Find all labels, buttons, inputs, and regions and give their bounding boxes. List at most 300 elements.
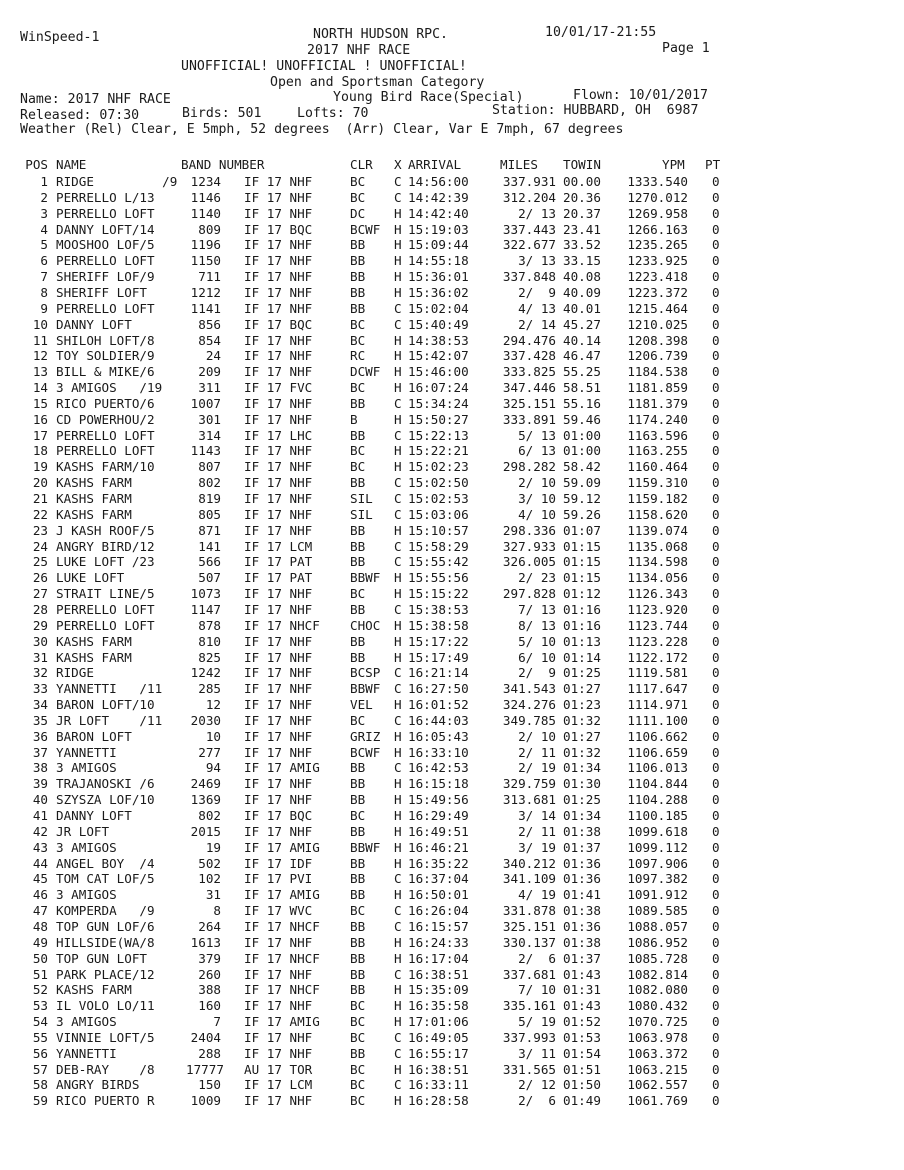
col-name: NAME bbox=[56, 157, 87, 172]
table-row bbox=[0, 412, 904, 428]
table-row bbox=[0, 665, 904, 681]
towin-cell: 01:25 bbox=[563, 665, 601, 681]
sex-cell: H bbox=[394, 697, 402, 712]
points-cell: 0 bbox=[712, 506, 720, 522]
pos-cell: 50 bbox=[32, 950, 48, 966]
band-number-cell: IF 17 NHF bbox=[244, 475, 313, 491]
miles-cell: 326.005 bbox=[502, 554, 556, 570]
ypm-cell: 1206.739 bbox=[627, 348, 688, 364]
color-cell: CHOC bbox=[350, 617, 381, 633]
color-cell: BB bbox=[350, 934, 366, 950]
arrival-cell: 16:38:51 bbox=[408, 966, 469, 982]
pos-cell: 41 bbox=[32, 808, 48, 823]
band-cell: 94 bbox=[205, 760, 221, 776]
points-cell: 0 bbox=[712, 998, 720, 1014]
table-row bbox=[0, 602, 904, 618]
name-cell: J KASH ROOF/5 bbox=[56, 522, 155, 538]
name-cell: SHERIFF LOF/9 bbox=[56, 269, 155, 285]
points-cell: 0 bbox=[712, 808, 720, 823]
pos-cell: 11 bbox=[32, 332, 48, 348]
birds-count: Birds: 501 bbox=[182, 106, 262, 121]
sex-cell: H bbox=[394, 332, 402, 348]
band-cell: 314 bbox=[198, 427, 221, 443]
name-cell: VINNIE LOFT/5 bbox=[56, 1029, 155, 1045]
color-cell: BB bbox=[350, 427, 366, 443]
name-cell: 3 AMIGOS bbox=[56, 839, 117, 855]
band-number-cell: IF 17 NHF bbox=[244, 728, 313, 744]
color-cell: BC bbox=[350, 332, 366, 348]
arrival-cell: 16:28:58 bbox=[408, 1093, 469, 1109]
ypm-cell: 1333.540 bbox=[627, 174, 688, 189]
band-cell: 1009 bbox=[190, 1093, 221, 1109]
miles-cell: 298.336 bbox=[502, 522, 556, 538]
ypm-cell: 1099.112 bbox=[627, 839, 688, 855]
ypm-cell: 1123.228 bbox=[627, 633, 688, 649]
band-number-cell: IF 17 AMIG bbox=[244, 887, 320, 903]
towin-cell: 01:30 bbox=[563, 776, 601, 792]
table-row bbox=[0, 760, 904, 776]
name-cell: RICO PUERTO/6 bbox=[56, 395, 155, 411]
arrival-cell: 14:55:18 bbox=[408, 253, 469, 269]
miles-cell: 3/ 11 bbox=[518, 1045, 556, 1061]
towin-cell: 01:32 bbox=[563, 712, 601, 728]
band-cell: 1234 bbox=[190, 174, 221, 189]
sex-cell: C bbox=[394, 760, 402, 776]
name-cell: DANNY LOFT/14 bbox=[56, 221, 155, 237]
arrival-cell: 14:42:40 bbox=[408, 205, 469, 221]
towin-cell: 40.14 bbox=[563, 332, 601, 348]
sex-cell: C bbox=[394, 174, 402, 189]
pos-cell: 32 bbox=[32, 665, 48, 681]
miles-cell: 335.161 bbox=[502, 998, 556, 1014]
color-cell: BC bbox=[350, 1093, 366, 1109]
name-cell: KASHS FARM/10 bbox=[56, 459, 155, 475]
band-number-cell: IF 17 AMIG bbox=[244, 760, 320, 776]
color-cell: BB bbox=[350, 237, 366, 253]
pos-cell: 47 bbox=[32, 903, 48, 919]
sex-cell: C bbox=[394, 918, 402, 934]
sex-cell: H bbox=[394, 887, 402, 903]
points-cell: 0 bbox=[712, 411, 720, 427]
points-cell: 0 bbox=[712, 348, 720, 364]
band-number-cell: IF 17 NHF bbox=[244, 776, 313, 792]
color-cell: BC bbox=[350, 903, 366, 919]
pos-cell: 44 bbox=[32, 855, 48, 871]
arrival-cell: 16:37:04 bbox=[408, 871, 469, 887]
band-number-cell: IF 17 NHF bbox=[244, 1093, 313, 1109]
band-cell: 856 bbox=[198, 316, 221, 332]
pos-cell: 57 bbox=[32, 1061, 48, 1077]
arrival-cell: 15:10:57 bbox=[408, 522, 469, 538]
table-row bbox=[0, 523, 904, 539]
ypm-cell: 1266.163 bbox=[627, 221, 688, 237]
pos-cell: 20 bbox=[32, 475, 48, 491]
ypm-cell: 1163.255 bbox=[627, 443, 688, 459]
table-row bbox=[0, 1062, 904, 1078]
arrival-cell: 15:40:49 bbox=[408, 316, 469, 332]
points-cell: 0 bbox=[712, 1077, 720, 1093]
page-number: Page 1 bbox=[662, 41, 710, 56]
color-cell: BC bbox=[350, 459, 366, 475]
ypm-cell: 1123.744 bbox=[627, 617, 688, 633]
table-row bbox=[0, 269, 904, 285]
sex-cell: C bbox=[394, 427, 402, 443]
miles-cell: 2/ 9 bbox=[518, 284, 556, 300]
band-number-cell: IF 17 NHF bbox=[244, 744, 313, 760]
arrival-cell: 15:36:01 bbox=[408, 269, 469, 285]
ypm-cell: 1184.538 bbox=[627, 364, 688, 380]
table-row bbox=[0, 317, 904, 333]
points-cell: 0 bbox=[712, 427, 720, 443]
band-cell: 19 bbox=[205, 839, 221, 855]
points-cell: 0 bbox=[712, 617, 720, 633]
ypm-cell: 1159.182 bbox=[627, 491, 688, 506]
pos-cell: 33 bbox=[32, 681, 48, 697]
band-number-cell: IF 17 NHF bbox=[244, 205, 313, 221]
points-cell: 0 bbox=[712, 633, 720, 649]
band-number-cell: AU 17 TOR bbox=[244, 1061, 313, 1077]
color-cell: BB bbox=[350, 522, 366, 538]
sex-cell: H bbox=[394, 459, 402, 475]
pos-cell: 13 bbox=[32, 364, 48, 380]
table-row bbox=[0, 792, 904, 808]
band-cell: 8 bbox=[213, 903, 221, 919]
band-cell: 807 bbox=[198, 459, 221, 475]
name-cell: YANNETTI bbox=[56, 744, 117, 760]
miles-cell: 331.565 bbox=[502, 1061, 556, 1077]
arrival-cell: 16:49:05 bbox=[408, 1029, 469, 1045]
miles-cell: 2/ 12 bbox=[518, 1077, 556, 1093]
sex-cell: H bbox=[394, 728, 402, 744]
sex-cell: H bbox=[394, 950, 402, 966]
color-cell: BC bbox=[350, 1061, 366, 1077]
band-cell: 2030 bbox=[190, 712, 221, 728]
points-cell: 0 bbox=[712, 1061, 720, 1077]
miles-cell: 325.151 bbox=[502, 395, 556, 411]
table-row bbox=[0, 776, 904, 792]
arrival-cell: 16:26:04 bbox=[408, 903, 469, 919]
name-cell: PERRELLO LOFT bbox=[56, 427, 155, 443]
pos-cell: 28 bbox=[32, 602, 48, 617]
band-number-cell: IF 17 PAT bbox=[244, 554, 313, 570]
band-cell: 260 bbox=[198, 966, 221, 982]
sex-cell: H bbox=[394, 221, 402, 237]
name-cell: SHERIFF LOFT bbox=[56, 284, 147, 300]
miles-cell: 2/ 6 bbox=[518, 1093, 556, 1109]
band-cell: 301 bbox=[198, 411, 221, 427]
ypm-cell: 1088.057 bbox=[627, 918, 688, 934]
band-number-cell: IF 17 AMIG bbox=[244, 1014, 320, 1029]
sex-cell: H bbox=[394, 253, 402, 269]
band-number-cell: IF 17 NHF bbox=[244, 966, 313, 982]
color-cell: BB bbox=[350, 269, 366, 285]
band-number-cell: IF 17 NHF bbox=[244, 522, 313, 538]
band-number-cell: IF 17 NHF bbox=[244, 633, 313, 649]
name-cell: KASHS FARM bbox=[56, 633, 132, 649]
name-cell: JR LOFT /11 bbox=[56, 712, 163, 728]
table-row bbox=[0, 856, 904, 872]
ypm-cell: 1134.056 bbox=[627, 570, 688, 586]
col-band: BAND NUMBER bbox=[181, 157, 265, 172]
arrival-cell: 15:42:07 bbox=[408, 348, 469, 364]
name-cell: LUKE LOFT bbox=[56, 570, 125, 586]
col-pt: PT bbox=[705, 157, 721, 172]
band-cell: 1146 bbox=[190, 189, 221, 205]
band-cell: 388 bbox=[198, 982, 221, 998]
band-cell: 507 bbox=[198, 570, 221, 586]
band-cell: 1140 bbox=[190, 205, 221, 221]
ypm-cell: 1061.769 bbox=[627, 1093, 688, 1109]
miles-cell: 7/ 13 bbox=[518, 602, 556, 617]
table-row bbox=[0, 428, 904, 444]
table-row bbox=[0, 570, 904, 586]
towin-cell: 01:43 bbox=[563, 966, 601, 982]
col-x: X bbox=[394, 157, 402, 172]
arrival-cell: 16:07:24 bbox=[408, 380, 469, 395]
points-cell: 0 bbox=[712, 792, 720, 808]
arrival-cell: 16:27:50 bbox=[408, 681, 469, 697]
band-cell: 809 bbox=[198, 221, 221, 237]
ypm-cell: 1269.958 bbox=[627, 205, 688, 221]
miles-cell: 337.681 bbox=[502, 966, 556, 982]
points-cell: 0 bbox=[712, 1093, 720, 1109]
miles-cell: 324.276 bbox=[502, 697, 556, 712]
table-row bbox=[0, 348, 904, 364]
name-cell: KASHS FARM bbox=[56, 649, 132, 665]
arrival-cell: 15:50:27 bbox=[408, 411, 469, 427]
miles-cell: 298.282 bbox=[502, 459, 556, 475]
name-cell: DEB-RAY /8 bbox=[56, 1061, 155, 1077]
points-cell: 0 bbox=[712, 205, 720, 221]
sex-cell: C bbox=[394, 395, 402, 411]
color-cell: BB bbox=[350, 966, 366, 982]
ypm-cell: 1100.185 bbox=[627, 808, 688, 823]
pos-cell: 52 bbox=[32, 982, 48, 998]
club-name: NORTH HUDSON RPC. bbox=[313, 27, 448, 42]
band-number-cell: IF 17 NHF bbox=[244, 395, 313, 411]
band-cell: 1007 bbox=[190, 395, 221, 411]
points-cell: 0 bbox=[712, 1045, 720, 1061]
arrival-cell: 16:46:21 bbox=[408, 839, 469, 855]
band-number-cell: IF 17 NHF bbox=[244, 1045, 313, 1061]
band-number-cell: IF 17 NHF bbox=[244, 1029, 313, 1045]
name-cell: HILLSIDE(WA/8 bbox=[56, 934, 155, 950]
miles-cell: 341.543 bbox=[502, 681, 556, 697]
sex-cell: H bbox=[394, 1014, 402, 1029]
miles-cell: 340.212 bbox=[502, 855, 556, 871]
arrival-cell: 15:58:29 bbox=[408, 538, 469, 554]
band-cell: 1212 bbox=[190, 284, 221, 300]
table-row bbox=[0, 285, 904, 301]
band-number-cell: IF 17 NHF bbox=[244, 649, 313, 665]
band-cell: 1150 bbox=[190, 253, 221, 269]
name-cell: DANNY LOFT bbox=[56, 316, 132, 332]
ypm-cell: 1097.906 bbox=[627, 855, 688, 871]
sex-cell: H bbox=[394, 570, 402, 586]
pos-cell: 34 bbox=[32, 697, 48, 712]
miles-cell: 337.993 bbox=[502, 1029, 556, 1045]
arrival-cell: 15:15:22 bbox=[408, 586, 469, 602]
points-cell: 0 bbox=[712, 1029, 720, 1045]
points-cell: 0 bbox=[712, 380, 720, 395]
pos-cell: 9 bbox=[40, 300, 48, 316]
ypm-cell: 1082.814 bbox=[627, 966, 688, 982]
ypm-cell: 1104.844 bbox=[627, 776, 688, 792]
ypm-cell: 1163.596 bbox=[627, 427, 688, 443]
points-cell: 0 bbox=[712, 554, 720, 570]
band-cell: 502 bbox=[198, 855, 221, 871]
arrival-cell: 15:02:50 bbox=[408, 475, 469, 491]
miles-cell: 7/ 10 bbox=[518, 982, 556, 998]
color-cell: BB bbox=[350, 1045, 366, 1061]
towin-cell: 01:51 bbox=[563, 1061, 601, 1077]
points-cell: 0 bbox=[712, 522, 720, 538]
table-row bbox=[0, 618, 904, 634]
towin-cell: 01:37 bbox=[563, 950, 601, 966]
ypm-cell: 1119.581 bbox=[627, 665, 688, 681]
ypm-cell: 1215.464 bbox=[627, 300, 688, 316]
band-cell: 264 bbox=[198, 918, 221, 934]
band-number-cell: IF 17 NHF bbox=[244, 823, 313, 839]
miles-cell: 5/ 10 bbox=[518, 633, 556, 649]
race-name: Name: 2017 NHF RACE bbox=[20, 92, 171, 107]
pos-cell: 4 bbox=[40, 221, 48, 237]
ypm-cell: 1233.925 bbox=[627, 253, 688, 269]
points-cell: 0 bbox=[712, 950, 720, 966]
band-number-cell: IF 17 NHCF bbox=[244, 950, 320, 966]
pos-cell: 40 bbox=[32, 792, 48, 808]
points-cell: 0 bbox=[712, 395, 720, 411]
towin-cell: 40.08 bbox=[563, 269, 601, 285]
name-cell: YANNETTI /11 bbox=[56, 681, 163, 697]
points-cell: 0 bbox=[712, 284, 720, 300]
pos-cell: 10 bbox=[32, 316, 48, 332]
name-cell: PERRELLO LOFT bbox=[56, 300, 155, 316]
ypm-cell: 1126.343 bbox=[627, 586, 688, 602]
towin-cell: 01:38 bbox=[563, 903, 601, 919]
col-miles: MILES bbox=[500, 157, 538, 172]
points-cell: 0 bbox=[712, 443, 720, 459]
miles-cell: 331.878 bbox=[502, 903, 556, 919]
towin-cell: 01:32 bbox=[563, 744, 601, 760]
sex-cell: C bbox=[394, 538, 402, 554]
sex-cell: H bbox=[394, 792, 402, 808]
lofts-count: Lofts: 70 bbox=[297, 106, 369, 121]
color-cell: BB bbox=[350, 950, 366, 966]
table-row bbox=[0, 745, 904, 761]
pos-cell: 49 bbox=[32, 934, 48, 950]
towin-cell: 01:54 bbox=[563, 1045, 601, 1061]
arrival-cell: 16:01:52 bbox=[408, 697, 469, 712]
towin-cell: 55.25 bbox=[563, 364, 601, 380]
miles-cell: 333.891 bbox=[502, 411, 556, 427]
arrival-cell: 14:42:39 bbox=[408, 189, 469, 205]
pos-cell: 14 bbox=[32, 380, 48, 395]
name-cell: DANNY LOFT bbox=[56, 808, 132, 823]
table-row bbox=[0, 840, 904, 856]
color-cell: BB bbox=[350, 649, 366, 665]
ypm-cell: 1174.240 bbox=[627, 411, 688, 427]
color-cell: GRIZ bbox=[350, 728, 381, 744]
name-cell: TRAJANOSKI /6 bbox=[56, 776, 155, 792]
arrival-cell: 16:05:43 bbox=[408, 728, 469, 744]
table-row bbox=[0, 491, 904, 507]
band-cell: 810 bbox=[198, 633, 221, 649]
sex-cell: H bbox=[394, 443, 402, 459]
band-cell: 711 bbox=[198, 269, 221, 285]
band-cell: 819 bbox=[198, 491, 221, 506]
points-cell: 0 bbox=[712, 934, 720, 950]
name-cell: BARON LOFT/10 bbox=[56, 697, 155, 712]
name-cell: ANGRY BIRDS bbox=[56, 1077, 140, 1093]
table-row bbox=[0, 967, 904, 983]
miles-cell: 2/ 13 bbox=[518, 205, 556, 221]
color-cell: BC bbox=[350, 1077, 366, 1093]
table-row bbox=[0, 681, 904, 697]
band-cell: 2469 bbox=[190, 776, 221, 792]
name-cell: KASHS FARM bbox=[56, 982, 132, 998]
table-row bbox=[0, 1093, 904, 1109]
band-cell: 1073 bbox=[190, 586, 221, 602]
name-cell: STRAIT LINE/5 bbox=[56, 586, 155, 602]
table-row bbox=[0, 586, 904, 602]
miles-cell: 6/ 13 bbox=[518, 443, 556, 459]
ypm-cell: 1134.598 bbox=[627, 554, 688, 570]
points-cell: 0 bbox=[712, 665, 720, 681]
table-row bbox=[0, 364, 904, 380]
name-cell: PERRELLO L/13 bbox=[56, 189, 155, 205]
sex-cell: C bbox=[394, 554, 402, 570]
band-number-cell: IF 17 LCM bbox=[244, 538, 313, 554]
name-cell: PERRELLO LOFT bbox=[56, 602, 155, 617]
ypm-cell: 1114.971 bbox=[627, 697, 688, 712]
ypm-cell: 1099.618 bbox=[627, 823, 688, 839]
table-row bbox=[0, 871, 904, 887]
table-row bbox=[0, 919, 904, 935]
miles-cell: 297.828 bbox=[502, 586, 556, 602]
band-number-cell: IF 17 PVI bbox=[244, 871, 313, 887]
pos-cell: 6 bbox=[40, 253, 48, 269]
color-cell: BB bbox=[350, 284, 366, 300]
towin-cell: 01:34 bbox=[563, 760, 601, 776]
table-row bbox=[0, 982, 904, 998]
sex-cell: C bbox=[394, 681, 402, 697]
miles-cell: 322.677 bbox=[502, 237, 556, 253]
band-cell: 17777 bbox=[186, 1061, 224, 1077]
arrival-cell: 16:33:10 bbox=[408, 744, 469, 760]
towin-cell: 33.52 bbox=[563, 237, 601, 253]
band-number-cell: IF 17 NHF bbox=[244, 792, 313, 808]
towin-cell: 01:37 bbox=[563, 839, 601, 855]
color-cell: BC bbox=[350, 998, 366, 1014]
band-cell: 805 bbox=[198, 506, 221, 522]
arrival-cell: 16:33:11 bbox=[408, 1077, 469, 1093]
table-row bbox=[0, 237, 904, 253]
band-number-cell: IF 17 NHCF bbox=[244, 617, 320, 633]
sex-cell: C bbox=[394, 475, 402, 491]
table-row bbox=[0, 174, 904, 190]
sex-cell: H bbox=[394, 1061, 402, 1077]
sex-cell: H bbox=[394, 348, 402, 364]
arrival-cell: 14:56:00 bbox=[408, 174, 469, 189]
color-cell: DCWF bbox=[350, 364, 381, 380]
towin-cell: 20.37 bbox=[563, 205, 601, 221]
software-label: WinSpeed-1 bbox=[20, 30, 100, 45]
band-number-cell: IF 17 NHF bbox=[244, 443, 313, 459]
name-cell: CD POWERHOU/2 bbox=[56, 411, 155, 427]
towin-cell: 01:31 bbox=[563, 982, 601, 998]
flown-date: Flown: 10/01/2017 bbox=[573, 88, 708, 103]
